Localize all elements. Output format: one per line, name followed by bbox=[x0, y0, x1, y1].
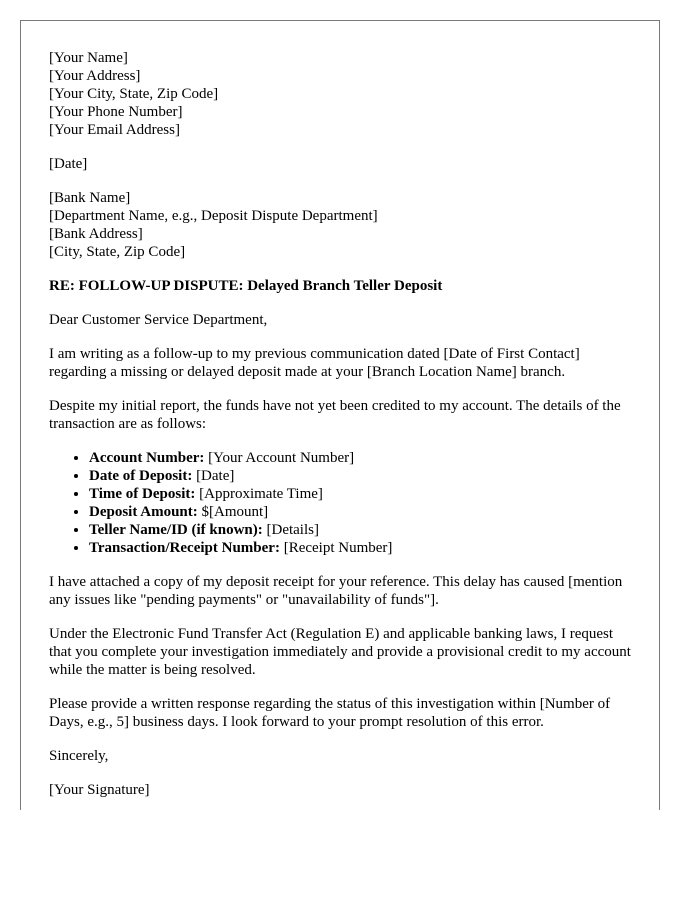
list-item bbox=[89, 503, 659, 521]
transaction-details-list bbox=[49, 449, 659, 557]
paragraph-request: Please provide a written response regarding the status of this investigation within [Number of Days, e.g., 5] business days. I look forward to your prompt resolution of this error. bbox=[49, 696, 611, 730]
list-item bbox=[89, 449, 659, 467]
detail-value: [Details] bbox=[262, 522, 319, 538]
signature: [Your Signature] bbox=[49, 782, 150, 798]
paragraph-receipt: I have attached a copy of my deposit receipt for your reference. This delay has caused [mention any issues like "pending payments" or "unavailability of funds"]. bbox=[49, 574, 623, 608]
recipient-bank-name: [Bank Name] bbox=[49, 190, 131, 206]
paragraph-legal: Under the Electronic Fund Transfer Act (Regulation E) and applicable banking laws, I request that you complete your investigation immediately and provide a provisional credit to my account while the matter is being resolved. bbox=[49, 626, 631, 678]
detail-label: Account Number: bbox=[89, 450, 205, 466]
sender-name: [Your Name] bbox=[49, 50, 128, 66]
sender-block bbox=[49, 49, 659, 139]
paragraph-intro: I am writing as a follow-up to my previous communication dated [Date of First Contact] regarding a missing or delayed deposit made at your [Branch Location Name] branch. bbox=[49, 346, 580, 380]
detail-value: $[Amount] bbox=[197, 504, 269, 520]
list-item bbox=[89, 485, 659, 503]
sender-phone: [Your Phone Number] bbox=[49, 104, 183, 120]
salutation: Dear Customer Service Department, bbox=[49, 312, 268, 328]
recipient-city-state-zip: [City, State, Zip Code] bbox=[49, 244, 186, 260]
detail-value: [Receipt Number] bbox=[279, 540, 393, 556]
detail-label: Deposit Amount: bbox=[89, 504, 198, 520]
detail-value: [Your Account Number] bbox=[204, 450, 355, 466]
detail-label: Date of Deposit: bbox=[89, 468, 193, 484]
sender-email: [Your Email Address] bbox=[49, 122, 180, 138]
recipient-block bbox=[49, 189, 659, 261]
date-block bbox=[49, 155, 659, 173]
letter-page bbox=[20, 20, 660, 810]
detail-value: [Approximate Time] bbox=[195, 486, 323, 502]
recipient-bank-address: [Bank Address] bbox=[49, 226, 143, 242]
closing: Sincerely, bbox=[49, 748, 109, 764]
paragraph-details-intro: Despite my initial report, the funds have not yet been credited to my account. The details of the transaction are as follows: bbox=[49, 398, 621, 432]
subject-line: RE: FOLLOW-UP DISPUTE: Delayed Branch Teller Deposit bbox=[49, 278, 443, 294]
letter-date: [Date] bbox=[49, 156, 88, 172]
detail-label: Teller Name/ID (if known): bbox=[89, 522, 263, 538]
recipient-department: [Department Name, e.g., Deposit Dispute Department] bbox=[49, 208, 378, 224]
sender-address: [Your Address] bbox=[49, 68, 141, 84]
detail-value: [Date] bbox=[192, 468, 235, 484]
sender-city-state-zip: [Your City, State, Zip Code] bbox=[49, 86, 219, 102]
list-item bbox=[89, 467, 659, 485]
list-item bbox=[89, 521, 659, 539]
detail-label: Time of Deposit: bbox=[89, 486, 196, 502]
detail-label: Transaction/Receipt Number: bbox=[89, 540, 280, 556]
list-item bbox=[89, 539, 659, 557]
